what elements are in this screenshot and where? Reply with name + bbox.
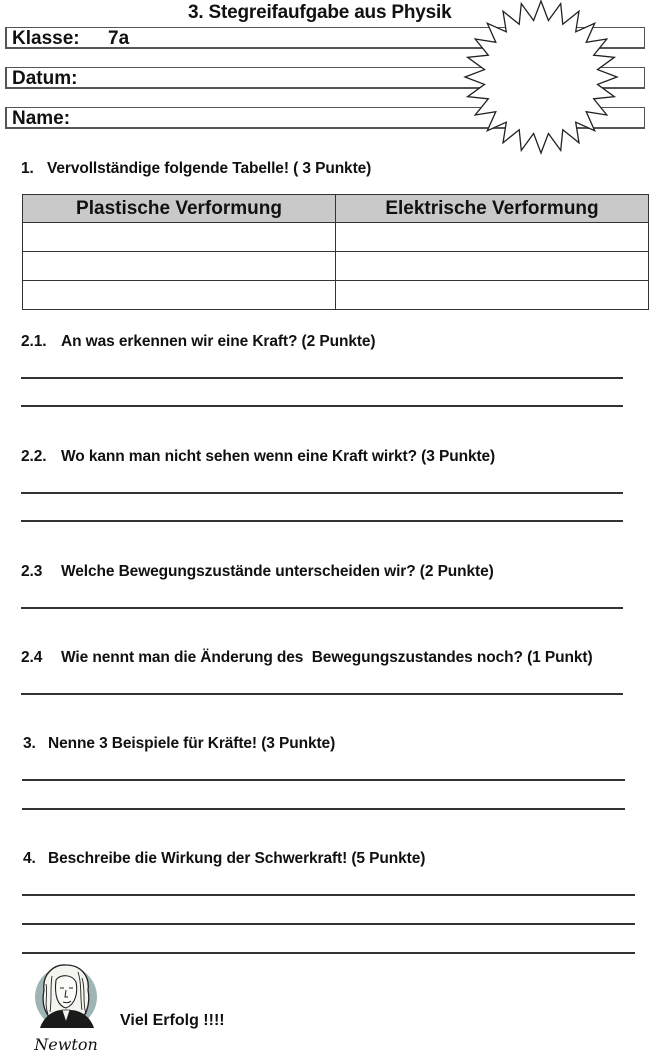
task-3-number: 3. [23,735,36,752]
grade-star-icon [460,0,630,156]
deformation-table [22,194,649,310]
task-2-4-heading [21,649,593,667]
answer-line[interactable] [21,492,623,494]
answer-line[interactable] [22,952,635,954]
answer-line[interactable] [21,520,623,522]
task-1-number: 1. [21,160,34,177]
task-1-text: Vervollständige folgende Tabelle! ( 3 Punkte) [47,160,372,177]
task-2-4-number: 2.4 [21,649,43,666]
task-2-1-number: 2.1. [21,333,47,350]
table-cell[interactable] [336,281,649,310]
column-header-electric: Elektrische Verformung [336,195,649,223]
answer-line[interactable] [22,923,635,925]
answer-line[interactable] [21,377,623,379]
task-2-3-heading [21,563,494,581]
task-2-2-text: Wo kann man nicht sehen wenn eine Kraft wirkt? (3 Punkte) [61,448,496,465]
grade-star-shape [465,1,617,153]
task-2-2-heading [21,448,495,466]
newton-portrait-icon [30,960,102,1056]
task-3-text: Nenne 3 Beispiele für Kräfte! (3 Punkte) [48,735,336,752]
task-2-4-text: Wie nennt man die Änderung des Bewegungszustandes noch? (1 Punkt) [61,649,593,666]
answer-line[interactable] [22,894,635,896]
answer-line[interactable] [21,607,623,609]
answer-line[interactable] [22,779,625,781]
class-label: Klasse: [12,28,80,49]
date-label: Datum: [12,68,78,89]
task-4-heading [23,850,425,868]
name-label: Name: [12,108,71,129]
column-header-plastic: Plastische Verformung [23,195,336,223]
answer-line[interactable] [21,405,623,407]
task-1-heading [21,160,371,178]
table-row [23,223,649,252]
answer-line[interactable] [22,808,625,810]
class-value: 7a [108,28,130,49]
table-cell[interactable] [336,223,649,252]
task-4-text: Beschreibe die Wirkung der Schwerkraft! (5 Punkte) [48,850,426,867]
newton-caption: Newton [34,1035,98,1054]
table-cell[interactable] [336,252,649,281]
task-2-2-number: 2.2. [21,448,47,465]
task-2-3-text: Welche Bewegungszustände unterscheiden wir? (2 Punkte) [61,563,494,580]
page-title: 3. Stegreifaufgabe aus Physik [188,2,452,23]
task-2-1-heading [21,333,376,351]
answer-line[interactable] [21,693,623,695]
table-cell[interactable] [23,252,336,281]
task-3-heading [23,735,335,753]
farewell-text: Viel Erfolg !!!! [120,1012,225,1029]
task-4-number: 4. [23,850,36,867]
task-2-1-text: An was erkennen wir eine Kraft? (2 Punkte) [61,333,376,350]
table-cell[interactable] [23,281,336,310]
task-2-3-number: 2.3 [21,563,43,580]
table-row [23,252,649,281]
table-cell[interactable] [23,223,336,252]
table-row [23,281,649,310]
